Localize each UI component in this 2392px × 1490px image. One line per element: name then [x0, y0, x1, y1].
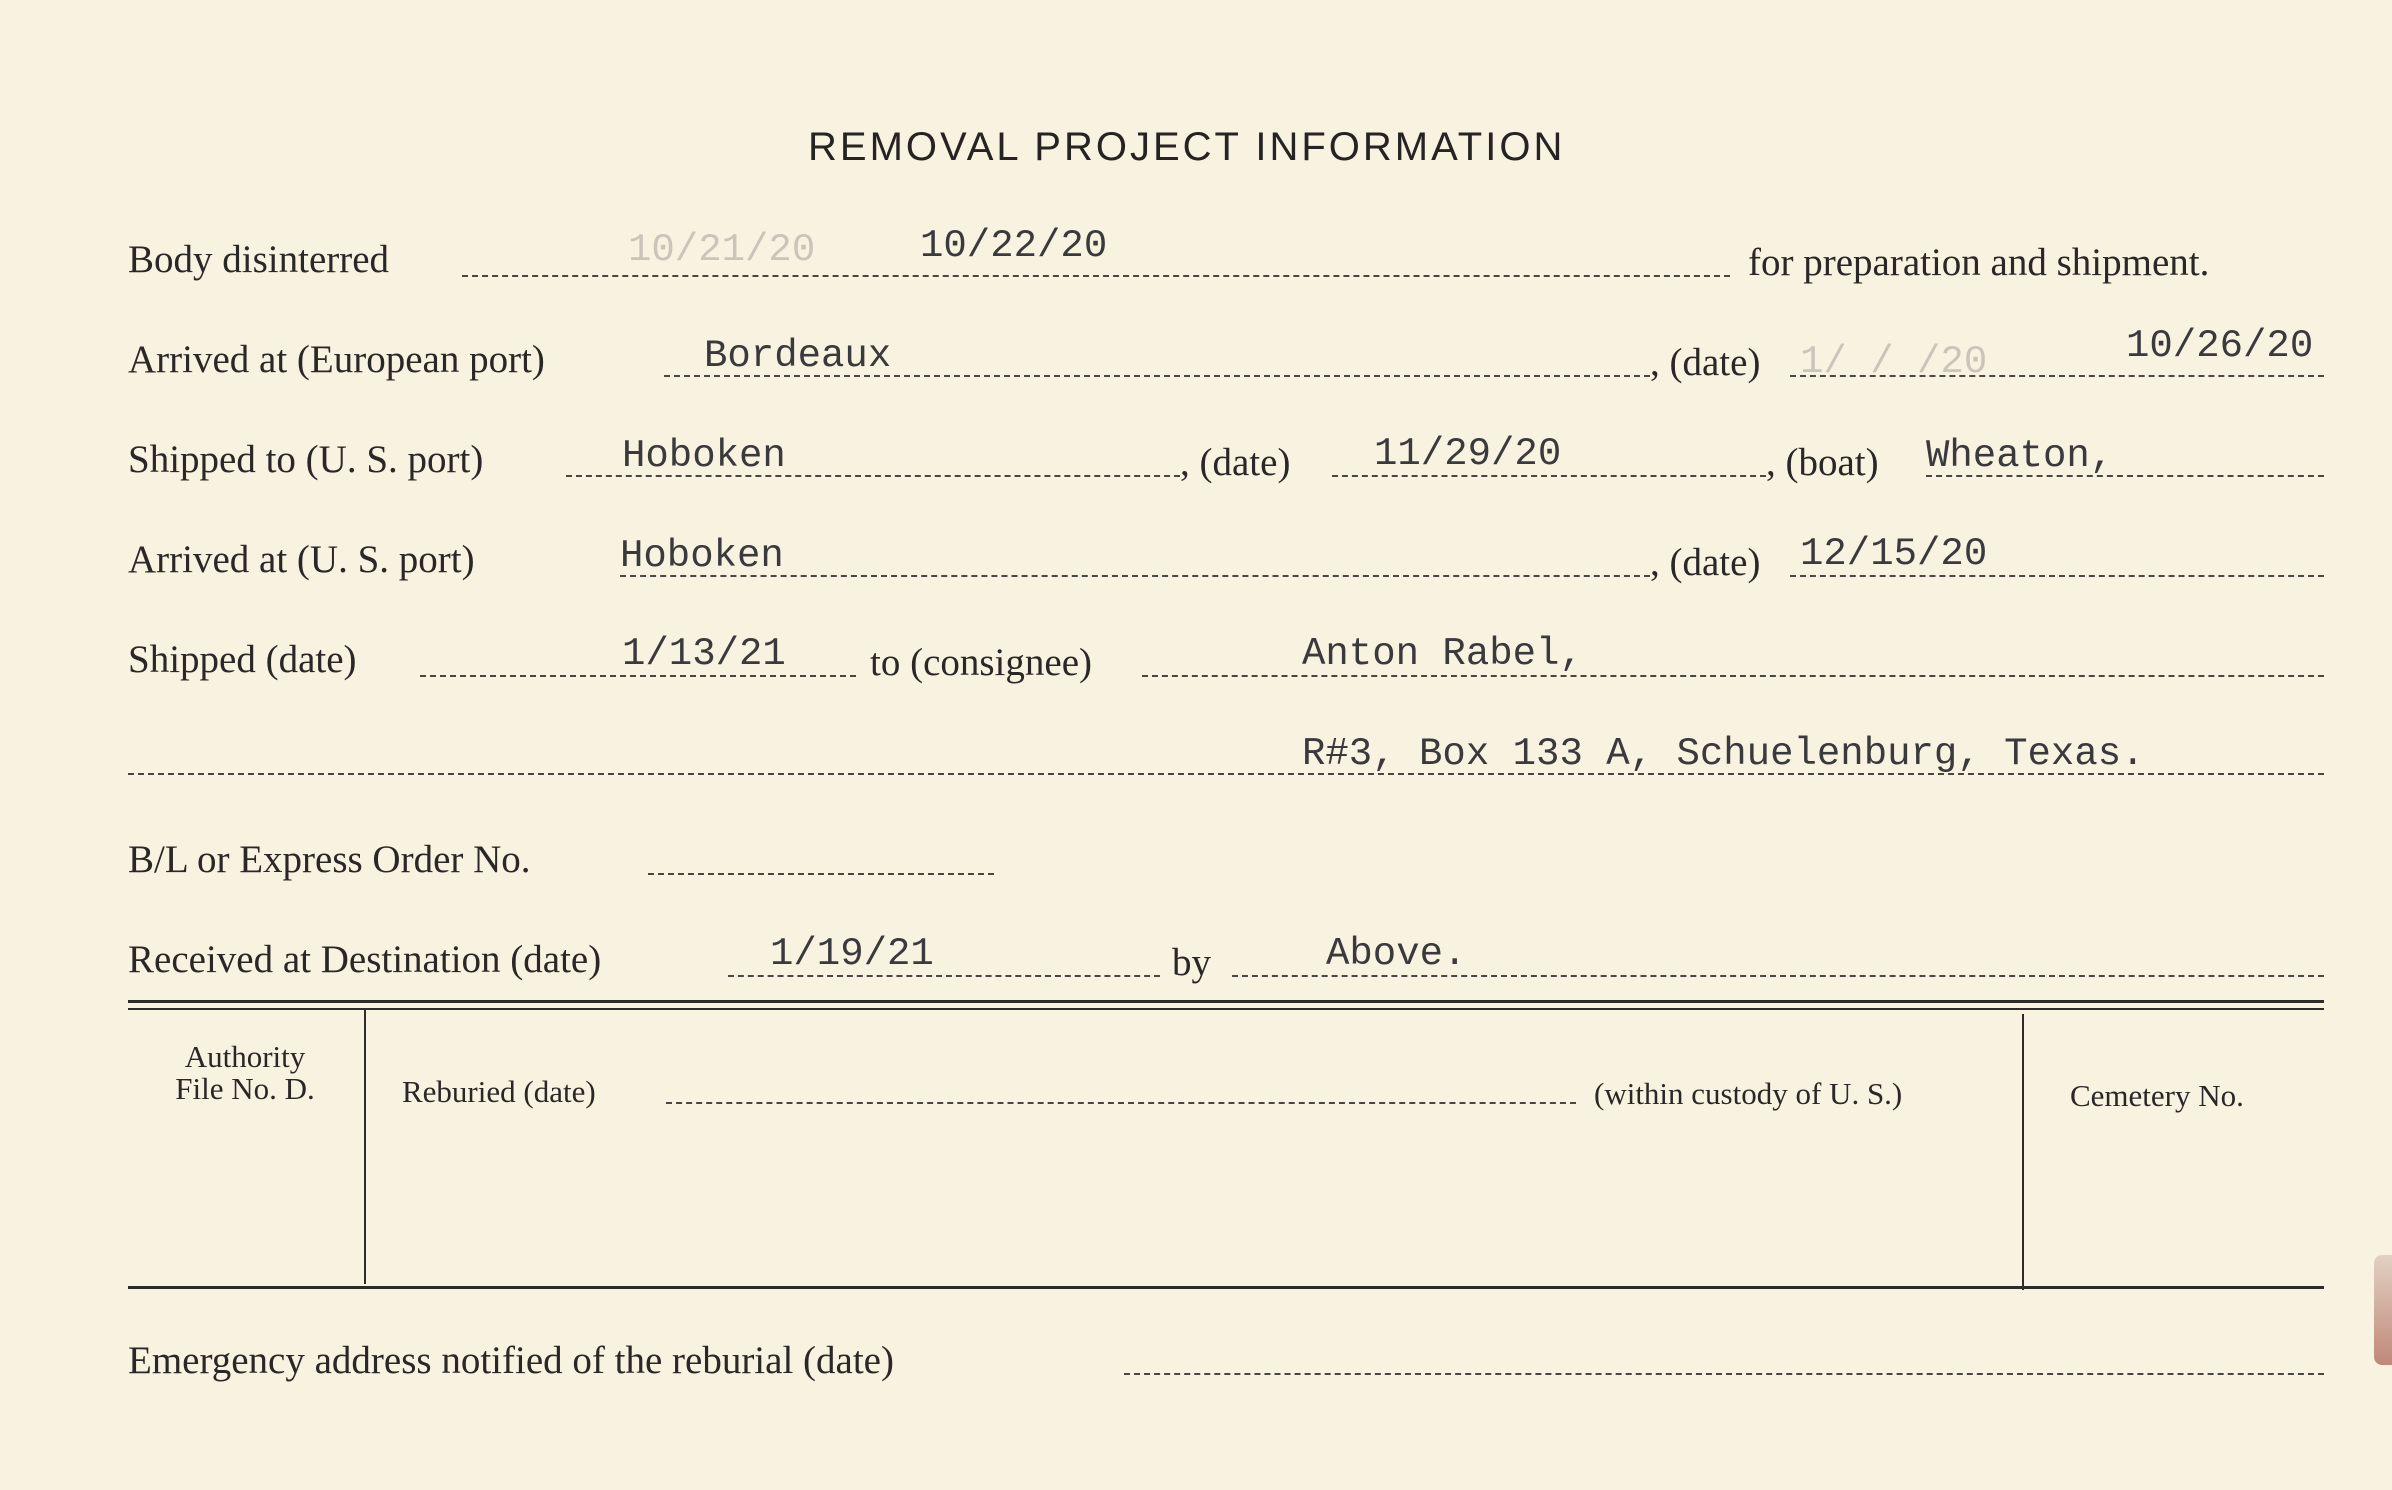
arrived-us-date: 12/15/20 — [1800, 532, 1988, 576]
consignee-label: to (consignee) — [870, 641, 1093, 684]
card-title: REMOVAL PROJECT INFORMATION — [808, 125, 1566, 169]
table-divider-left — [364, 1010, 366, 1284]
shipped-date: 1/13/21 — [622, 632, 786, 676]
custody-label: (within custody of U. S.) — [1594, 1076, 1903, 1111]
authority-label: Authority — [184, 1039, 306, 1074]
emergency-label: Emergency address notified of the reburial (date) — [128, 1339, 894, 1382]
ink-stain — [2374, 1255, 2392, 1365]
file-no-label: File No. D. — [175, 1071, 315, 1106]
received-date: 1/19/21 — [770, 932, 934, 976]
received-by: Above. — [1326, 932, 1467, 976]
emergency-line — [1124, 1373, 2324, 1375]
disinterred-struck-value: 10/21/20 — [628, 228, 816, 272]
euro-port-date: 10/26/20 — [2126, 324, 2314, 368]
shipped-us-label: Shipped to (U. S. port) — [128, 438, 484, 481]
arrived-us-label: Arrived at (U. S. port) — [128, 538, 475, 581]
shipped-label: Shipped (date) — [128, 638, 357, 681]
arrived-us-date-label: , (date) — [1650, 541, 1761, 584]
disinterred-label: Body disinterred — [128, 238, 390, 281]
shipped-us-value: Hoboken — [622, 434, 786, 478]
table-bottom-rule — [128, 1286, 2324, 1289]
received-by-label: by — [1172, 941, 1211, 984]
reburied-label: Reburied (date) — [402, 1074, 596, 1109]
euro-port-date-label: , (date) — [1650, 341, 1761, 384]
consignee-address: R#3, Box 133 A, Schuelenburg, Texas. — [1302, 732, 2145, 776]
consignee-name: Anton Rabel, — [1302, 632, 1583, 676]
reburied-line — [666, 1102, 1576, 1104]
disinterred-value: 10/22/20 — [920, 224, 1108, 268]
shipped-us-date-label: , (date) — [1180, 441, 1291, 484]
received-label: Received at Destination (date) — [128, 938, 602, 981]
arrived-us-value: Hoboken — [620, 534, 784, 578]
bl-line — [648, 873, 994, 875]
disinterred-line — [462, 275, 1730, 277]
disinterred-suffix: for preparation and shipment. — [1748, 241, 2210, 284]
euro-port-struck-date: 1/ / /20 — [1800, 340, 1988, 384]
shipped-us-boat: Wheaton, — [1926, 434, 2114, 478]
cemetery-label: Cemetery No. — [2070, 1078, 2244, 1113]
euro-port-label: Arrived at (European port) — [128, 338, 545, 381]
table-divider-right — [2022, 1014, 2024, 1290]
shipped-us-boat-label: , (boat) — [1766, 441, 1879, 484]
euro-port-value: Bordeaux — [704, 334, 892, 378]
bl-label: B/L or Express Order No. — [128, 838, 531, 881]
shipped-us-date: 11/29/20 — [1374, 432, 1562, 476]
table-top-rule-2 — [128, 1008, 2324, 1010]
table-top-rule — [128, 1000, 2324, 1003]
